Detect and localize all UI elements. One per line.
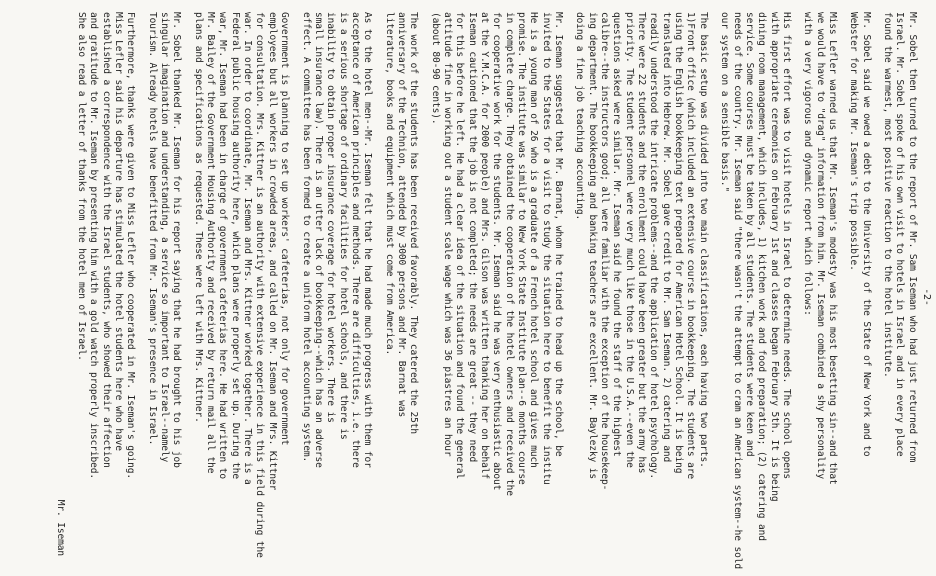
text-line: questions asked were similar. Mr. Iseman said he found the staff of the highest xyxy=(611,12,623,457)
text-line: employees but all workers in crowded areas, and called on Mr. Iseman and Mrs. Kittner xyxy=(266,12,278,491)
text-line: and gratitude to Mr. Iseman by presenting him with a gold watch properly inscribed. xyxy=(88,12,100,479)
text-line: for cooperative work for the students. Mr. Iseman said he was very enthusiastic about xyxy=(491,12,503,491)
text-line: singular imagination and understanding, a service so important to Israel--namely xyxy=(159,12,171,463)
text-line: Miss Lefler warned us that Mr. Iseman's modesty was his most besetting sin--and that xyxy=(826,12,838,485)
paragraph xyxy=(191,12,290,562)
text-line: war, Mr. Iseman had been in charge of government cafeterias here. He had written to xyxy=(217,12,229,479)
text-line: Israel. Mr. Sobel spoke of his own visit to hotels in Israel and in every place xyxy=(894,12,906,457)
text-line: He is a young man of 26 who is a graduate of a French hotel school and gives much xyxy=(528,12,540,468)
paragraph xyxy=(881,12,918,562)
text-line: Mr. Iseman suggested that Mr. Barnat, whom he trained to head up the school, be xyxy=(553,12,565,457)
text-line: our system on a sensible basis." xyxy=(719,12,731,193)
text-line: literature, books and equipment which must come from America. xyxy=(383,12,395,356)
paragraph xyxy=(847,12,872,562)
text-line: with a very vigorous and dynamic report which follows: xyxy=(802,12,814,316)
text-line: Miss Lefler said his departure has stimulated the hotel students here who have xyxy=(113,12,125,451)
text-line: using the English bookkeeping text prepared for American Hotel School. It is being xyxy=(673,12,685,474)
text-line: service. Some courses must be taken by all students. The students were keen and xyxy=(743,12,755,457)
page-number: -2- xyxy=(921,288,932,306)
paragraph xyxy=(573,12,709,562)
text-line: invited to the States for a visit to study the situation here to benefit the institu xyxy=(540,12,552,485)
paragraph xyxy=(299,12,373,562)
text-line: Furthermore, thanks were given to Miss Lefler who cooperated in Mr. Iseman's going. xyxy=(125,12,137,479)
text-line: Webster for making Mr. Iseman's trip possible. xyxy=(848,12,860,271)
text-line: doing a fine job teaching accounting. xyxy=(574,12,586,221)
text-line: Tourism. Already hotels have benefitted from Mr. Iseman's presence in Israel. xyxy=(146,12,158,446)
text-line: calibre--the instructors good; all were familiar with the exception of the housekeep- xyxy=(599,12,611,491)
paragraph xyxy=(75,12,137,562)
text-line: small insurance law). There is an utter lack of bookkeeping--which has an adverse xyxy=(312,12,324,468)
text-line: (about 80-90 cents). xyxy=(429,12,441,125)
document-body xyxy=(75,12,918,569)
text-line: His first effort was to visit hotels in Israel to determine needs. The school opens xyxy=(780,12,792,479)
text-line: needs of the country. Mr. Iseman said "there wasn't the attempt to cram an American system--he sold xyxy=(731,12,743,569)
paragraph xyxy=(145,12,182,562)
text-line: for this before he left. He had a clear idea of the situation and found the general xyxy=(454,12,466,479)
text-line: Federal public housing authority here, which plans were properly set up. During the xyxy=(229,12,241,479)
signature-line: Mr. Iseman xyxy=(54,499,66,556)
text-line: found the warmest, most positive reaction to the hotel institute. xyxy=(881,12,893,378)
text-line: readily understood the intricate problems--and the application of hotel psychology. xyxy=(648,12,660,479)
text-line: acceptance of American principles and methods. There are difficulties, i.e. there xyxy=(349,12,361,468)
paragraph xyxy=(718,12,792,569)
text-line: inability to obtain proper insurance coverage for hotel workers. There is xyxy=(325,12,337,423)
text-line: ing department. The bookkeeping and banking teachers are excellent. Mr. Baylezky is xyxy=(586,12,598,479)
text-line: Mr. Bailey of the Government Housing Authority and received by return mail all the xyxy=(205,12,217,474)
text-line: effect. A committee has been formed to create a uniform hotel accounting system. xyxy=(300,12,312,463)
text-line: translated into Hebrew. Mr. Sobel gave credit to Mr. Sam Iseman. 2) catering and xyxy=(660,12,672,463)
text-line: Mr. Sobel said we owed a debt to the University of the State of New York and to xyxy=(860,12,872,457)
paragraph xyxy=(801,12,838,562)
text-line: at the Y.M.C.A. for 2000 people) and Mrs. Gilson was written thanking her on behalf xyxy=(479,12,490,479)
text-line: promise. The institute was similar to New York State Institute plan--6 months course xyxy=(516,12,528,485)
text-line: She also read a letter of thanks from the hotel men of Israel. xyxy=(76,12,88,361)
paragraph xyxy=(382,12,419,562)
text-line: anniversary of the Technion, attended by 3000 persons and Mr. Barnat was xyxy=(395,12,407,418)
text-line: The work of the students has been received favorably. They catered the 25th xyxy=(408,12,420,434)
text-line: Mr. Sobel then turned to the report of Mr. Sam Iseman who had just returned from xyxy=(906,12,918,463)
text-line: dining room management, which includes, 1) kitchen work and food preparation; (2) catering and xyxy=(756,12,768,541)
text-line: is a serious shortage of ordinary facilities for hotel schools, and there is xyxy=(337,12,349,440)
text-line: plans and specifications as requested. These were left with Mrs. Kittner. xyxy=(192,12,204,423)
text-line: with appropriate ceremonies on February 1st and classes began February 5th. It is being xyxy=(768,12,780,502)
text-line: established a correspondence with the Israel students, who showed their affection xyxy=(100,12,112,468)
text-line: The basic setup was divided into two main classifications, each having two parts. xyxy=(697,12,709,468)
paragraph xyxy=(428,12,564,562)
text-line: 1)Front office (which included an extensive course in bookkeeping. The students are xyxy=(685,12,697,479)
text-line: Mr. Sobel thanked Mr. Iseman for his report saying that he had brought to his job xyxy=(171,12,183,468)
text-line: Iseman cautioned that the job is not completed; the needs are great -- they need xyxy=(466,12,478,463)
text-line: There were 22 students and the enrollment could have been greater but the army has xyxy=(636,12,648,474)
text-line: for consultation. Mrs. Kittner is an authority with extensive experience in this field during the xyxy=(254,12,266,558)
text-line: we would have to "drag" information from him. Mr. Iseman combined a shy personality xyxy=(814,12,826,479)
text-line: attitude fine in working out a student scale wage which was 36 piastres an hour xyxy=(441,12,453,457)
text-line: priority. The student personnel were very much like those in the U.S.A.--even the xyxy=(623,12,635,468)
text-line: As to the hotel men--Mr. Iseman felt that he had made much progress with them for xyxy=(362,12,374,468)
text-line: in complete charge. They obtained the cooperation of the hotel owners and received the xyxy=(503,12,515,496)
text-line: Government is planning to set up workers' cafeterias, not only for government xyxy=(279,12,291,446)
text-line: war. In order to coordinate, Mr. Iseman and Mrs. Kittner worked together. There is a xyxy=(242,12,254,485)
